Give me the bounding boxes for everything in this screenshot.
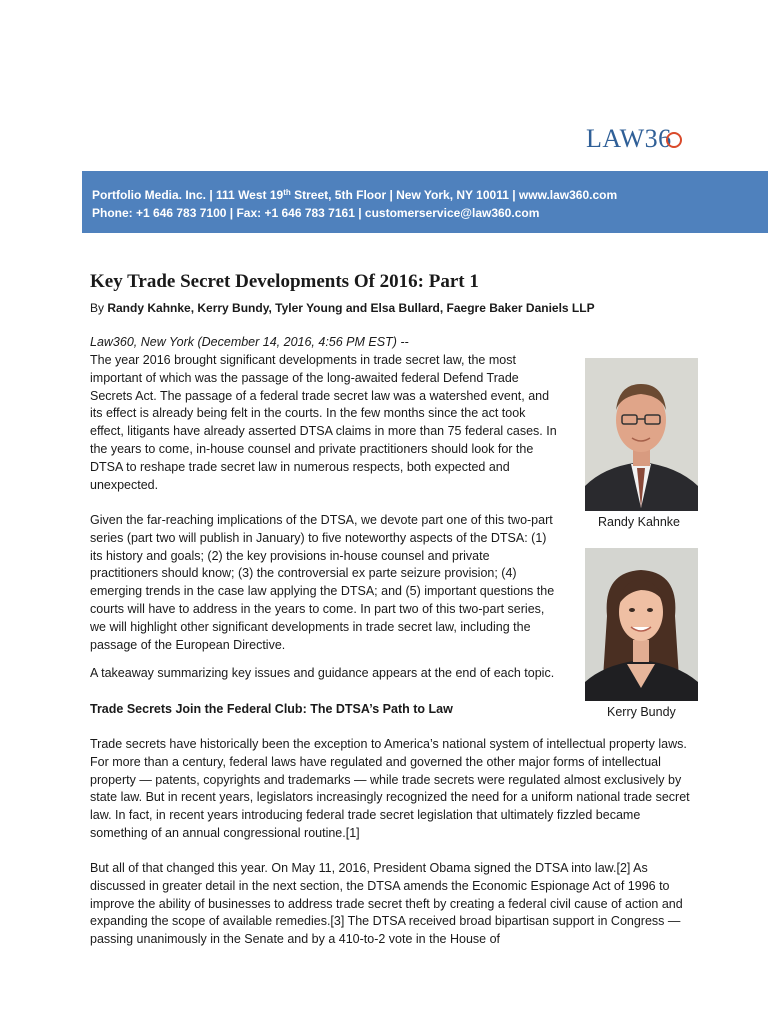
photo-kerry-bundy (585, 548, 698, 701)
byline: By Randy Kahnke, Kerry Bundy, Tyler Young and Elsa Bullard, Faegre Baker Daniels LLP (90, 301, 595, 315)
paragraph-2: Given the far-reaching implications of the DTSA, we devote part one of this two-part series (part two will publish in January) to five noteworthy aspects of the DTSA: (1) its history and goals; (2) the key provisions in-house counsel and private practitioners should know; (3) the controversial ex parte seizure provision; (4) emerging trends in the case law applying the DTSA; and (5) important questions the courts will have to address in the years to come. In part two of this two-part series, we will highlight other significant developments in trade secret law, including the passage of the European Directive. (90, 513, 555, 652)
paragraph-3: A takeaway summarizing key issues and guidance appears at the end of each topic. (90, 666, 555, 680)
law360-logo: LAW36 (586, 126, 682, 152)
paragraph-5: But all of that changed this year. On May 11, 2016, President Obama signed the DTSA into law.[2] As discussed in greater detail in the next section, the DTSA amends the Economic Espionage Act of 1996 to improve the ability of businesses to address trade secret theft by creating a federal civil cause of action and expanding the scope of available remedies.[3] The DTSA received broad bipartisan support in Congress — passing unanimously in the Senate and by a 410-to-2 vote in the House of (90, 861, 683, 947)
caption-randy-kahnke: Randy Kahnke (598, 515, 681, 529)
paragraph-4: Trade secrets have historically been the exception to America’s national system of intellectual property laws. For more than a century, federal laws have regulated and governed the other major forms of intellectual property — patents, copyrights and trademarks — while trade secrets were regulated almost exclusively by state law. But in recent years, legislators increasingly recognized the need for a uniform national trade secret law. In fact, in recent years introducing federal trade secret legislation that ultimately fizzled became something of an annual congressional routine.[1] (90, 737, 690, 840)
photo-randy-kahnke (585, 358, 698, 511)
dateline: Law360, New York (December 14, 2016, 4:56 PM EST) -- (90, 335, 409, 349)
paragraph-1: The year 2016 brought significant developments in trade secret law, the most important of which was the passage of the long-awaited federal Defend Trade Secrets Act. The passage of a federal trade secret law was a watershed event, and its effect is already being felt in the courts. In the few months since the act took effect, litigants have already asserted DTSA claims in more than 75 federal cases. In the years to come, in-house counsel and private practitioners should look for the DTSA to reshape trade secret law in numerous respects, both expected and unexpected. (90, 353, 557, 492)
contact-line: Phone: +1 646 783 7100 | Fax: +1 646 783 7161 | customerservice@law360.com (92, 206, 540, 220)
authors: Randy Kahnke, Kerry Bundy, Tyler Young and Elsa Bullard, Faegre Baker Daniels LLP (107, 301, 595, 315)
caption-kerry-bundy: Kerry Bundy (607, 705, 676, 719)
article-title: Key Trade Secret Developments Of 2016: Part 1 (90, 271, 479, 292)
header-band (82, 171, 768, 233)
section-heading: Trade Secrets Join the Federal Club: The DTSA’s Path to Law (90, 702, 453, 716)
company-address-line: Portfolio Media. Inc. | 111 West 19th Street, 5th Floor | New York, NY 10011 | www.law360.com (92, 188, 618, 202)
